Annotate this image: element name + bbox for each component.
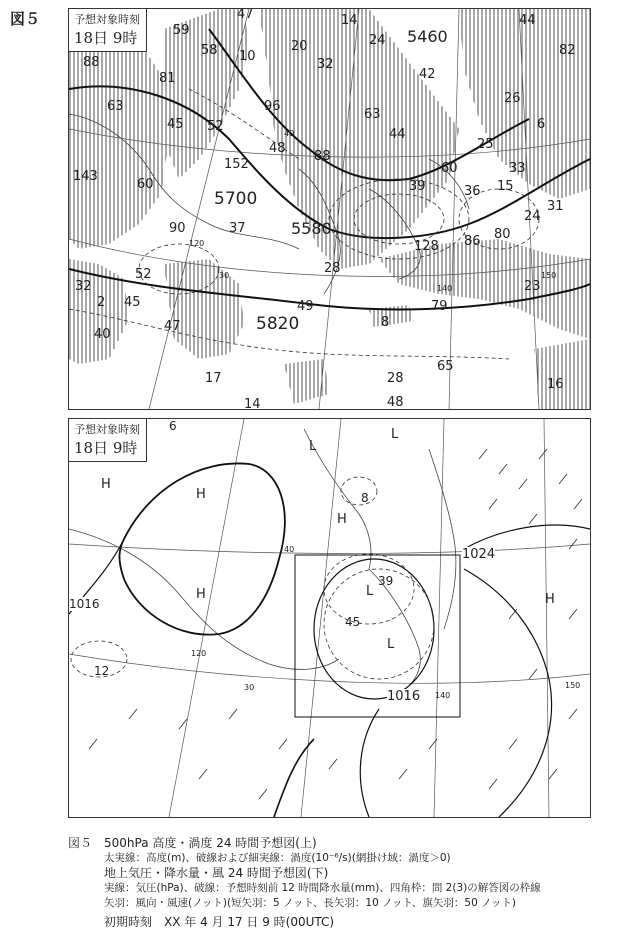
vort-value: 14 xyxy=(244,397,261,410)
low-pressure-center: L xyxy=(387,637,395,652)
vort-value: 17 xyxy=(205,371,222,386)
lon-label-150: 150 xyxy=(565,681,581,690)
vort-value: 39 xyxy=(409,179,426,194)
vort-value: 26 xyxy=(504,91,521,106)
vort-value: 42 xyxy=(419,67,436,82)
vort-value: 60 xyxy=(441,161,458,176)
high-pressure-center: H xyxy=(196,587,206,602)
lat-label-30: 30 xyxy=(244,683,255,692)
vort-value: 24 xyxy=(524,209,541,224)
height-label-5820: 5820 xyxy=(256,314,300,334)
precip-value: 39 xyxy=(378,574,394,588)
caption-desc-bottom-1: 実線：気圧(hPa)、破線：予想時刻前 12 時間降水量(mm)、四角枠：問 2(3)の解答図の枠線 xyxy=(104,882,541,894)
vort-value: 40 xyxy=(94,327,111,342)
high-pressure-center: H xyxy=(337,512,347,527)
vort-value: 48 xyxy=(269,141,286,156)
vort-value: 81 xyxy=(159,71,176,86)
vort-value: 37 xyxy=(229,221,246,236)
valid-time-box xyxy=(69,9,147,52)
vort-value: 52 xyxy=(135,267,152,282)
precip-value: 12 xyxy=(94,664,110,678)
isobar-label-1016: 1016 xyxy=(69,597,100,611)
valid-time-value: 18日 9時 xyxy=(74,439,138,457)
vort-value: 33 xyxy=(509,161,526,176)
vort-value: 23 xyxy=(524,279,541,294)
caption-title-top: 図５ 500hPa 高度・渦度 24 時間予想図(上) xyxy=(68,836,317,850)
vort-value: 79 xyxy=(431,299,448,314)
caption-desc-bottom-2: 矢羽：風向・風速(ノット)(短矢羽：5 ノット、長矢羽：10 ノット、旗矢羽：50 ノット) xyxy=(104,897,516,909)
low-pressure-center: L xyxy=(309,439,317,454)
valid-time-box xyxy=(69,419,147,462)
vort-value: 25 xyxy=(477,137,494,152)
vort-value: 60 xyxy=(137,177,154,192)
lat-label-40: 40 xyxy=(284,129,295,138)
valid-time-label: 予想対象時刻 xyxy=(74,423,140,436)
vort-value: 63 xyxy=(364,107,381,122)
vort-value: 31 xyxy=(547,199,564,214)
graticule xyxy=(69,419,590,817)
vort-value: 86 xyxy=(464,234,481,249)
vort-value: 36 xyxy=(464,184,481,199)
vort-value: 63 xyxy=(107,99,124,114)
vort-value: 143 xyxy=(73,169,98,184)
vort-value: 6 xyxy=(537,117,546,132)
vort-value: 2 xyxy=(97,295,106,310)
lon-label-140: 140 xyxy=(437,284,453,293)
high-pressure-center: H xyxy=(196,487,206,502)
valid-time-value: 18日 9時 xyxy=(74,29,138,47)
vort-value: 32 xyxy=(317,57,334,72)
vort-value: 20 xyxy=(291,39,308,54)
surface-map-svg xyxy=(69,419,590,817)
surface-chart xyxy=(68,418,591,818)
isobar-label-1016: 1016 xyxy=(387,689,421,704)
vort-value: 80 xyxy=(494,227,511,242)
vort-value: 58 xyxy=(201,43,218,58)
lat-label-30: 30 xyxy=(219,271,230,280)
vort-value: 59 xyxy=(173,23,190,38)
precip-value: 8 xyxy=(361,491,369,505)
isobar-label-1024: 1024 xyxy=(462,547,496,562)
caption-desc-top: 太実線：高度(m)、破線および細実線：渦度(10⁻⁶/s)(網掛け域：渦度＞0) xyxy=(104,852,451,864)
vort-value: 44 xyxy=(389,127,406,142)
high-pressure-center: H xyxy=(101,477,111,492)
vort-value: 152 xyxy=(224,157,249,172)
vort-value: 32 xyxy=(75,279,92,294)
vort-value: 47 xyxy=(164,319,181,334)
upper-air-chart xyxy=(68,8,591,410)
precip-value: 45 xyxy=(345,615,361,629)
vort-value: 90 xyxy=(169,221,186,236)
vort-value: 88 xyxy=(83,55,100,70)
vort-value: 15 xyxy=(497,179,514,194)
precip-value: 6 xyxy=(169,419,177,433)
caption-title-bottom: 地上気圧・降水量・風 24 時間予想図(下) xyxy=(104,866,329,880)
vort-value: 28 xyxy=(387,371,404,386)
figure-caption xyxy=(68,836,608,930)
vort-value: 45 xyxy=(124,295,141,310)
vort-value: 88 xyxy=(314,149,331,164)
vort-value: 65 xyxy=(437,359,454,374)
vort-value: 44 xyxy=(519,13,536,28)
low-pressure-center: L xyxy=(391,427,399,442)
lon-label-150: 150 xyxy=(541,271,557,280)
figure-label: 図５ xyxy=(10,10,41,28)
vort-value: 82 xyxy=(559,43,576,58)
vort-value: 49 xyxy=(297,299,314,314)
height-label-5580: 5580 xyxy=(291,219,332,238)
vort-value: 28 xyxy=(324,261,341,276)
vort-value: 96 xyxy=(264,99,281,114)
height-label-5460: 5460 xyxy=(407,27,448,46)
low-pressure-center: L xyxy=(366,584,374,599)
high-pressure-center: H xyxy=(545,592,555,607)
vort-value: 14 xyxy=(341,13,358,28)
lon-label-120: 120 xyxy=(191,649,207,658)
lon-label-120: 120 xyxy=(189,239,205,248)
isobars xyxy=(69,463,590,817)
caption-initial-time: 初期時刻 XX 年 4 月 17 日 9 時(00UTC) xyxy=(104,915,335,929)
vort-value: 8 xyxy=(381,315,390,330)
lon-label-140: 140 xyxy=(435,691,451,700)
vort-value: 45 xyxy=(167,117,184,132)
valid-time-label: 予想対象時刻 xyxy=(74,13,140,26)
vort-value: 47 xyxy=(237,8,254,22)
vort-value: 16 xyxy=(547,377,564,392)
vort-value: 24 xyxy=(369,33,386,48)
vort-value: 10 xyxy=(239,49,256,64)
height-label-5700: 5700 xyxy=(214,189,258,209)
vort-value: 52 xyxy=(207,119,224,134)
lat-label-40: 40 xyxy=(284,545,295,554)
wind-barbs xyxy=(89,449,582,799)
vort-value: 128 xyxy=(414,239,439,254)
vort-value: 48 xyxy=(387,395,404,410)
